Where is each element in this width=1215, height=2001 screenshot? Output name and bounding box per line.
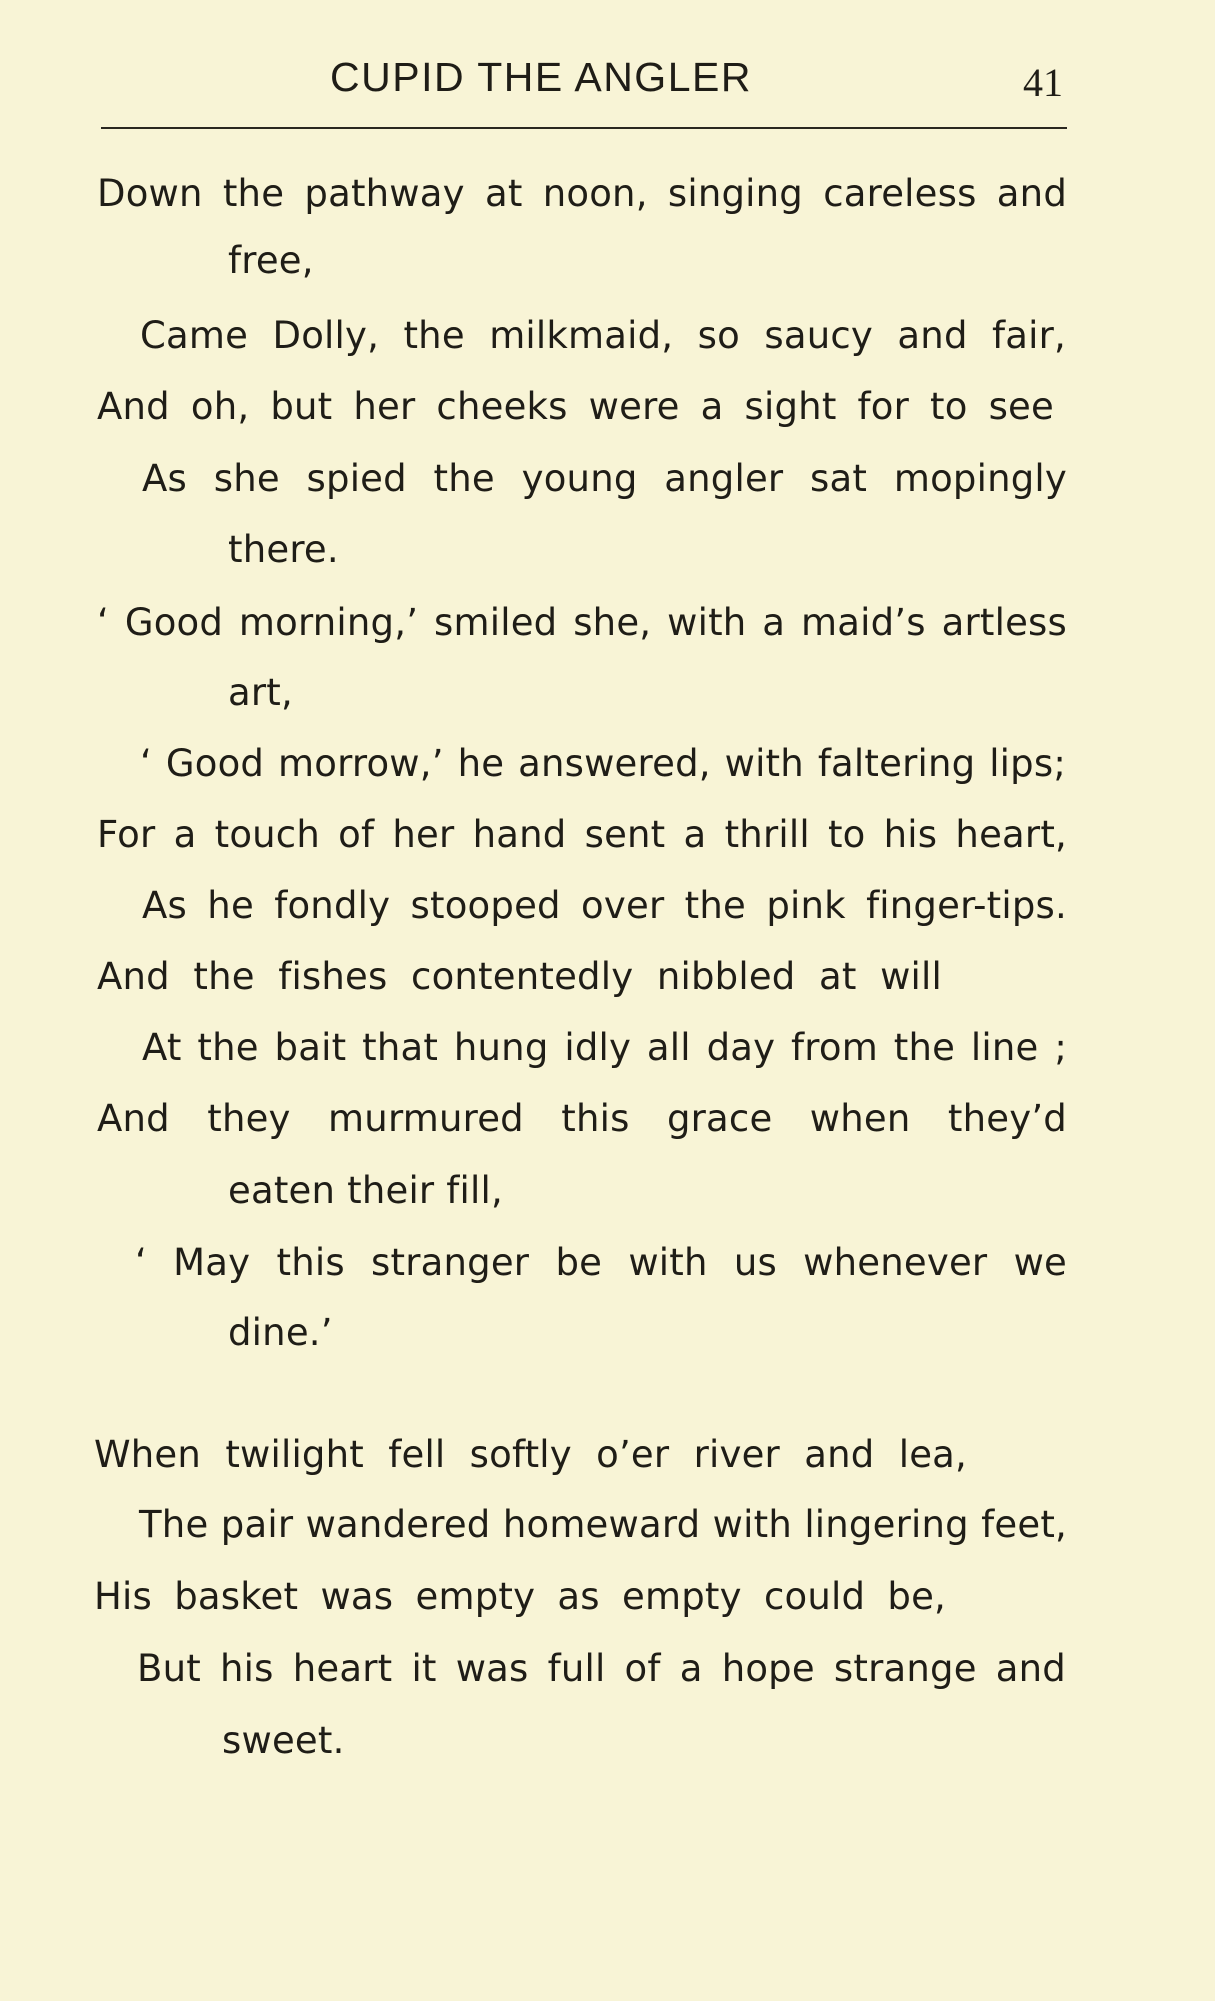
poem-line: The pair wandered homeward with lingering feet, (139, 1503, 1067, 1546)
poem-line: Down the pathway at noon, singing careless and (97, 172, 1067, 215)
poem-line: But his heart it was full of a hope strange and (137, 1647, 1066, 1690)
poem-line: His basket was empty as empty could be, (94, 1575, 946, 1618)
poem-line: For a touch of her hand sent a thrill to his heart, (97, 813, 1067, 856)
poem-line: As he fondly stooped over the pink finger-tips. (142, 884, 1067, 927)
poem-line: At the bait that hung idly all day from the line ; (142, 1026, 1067, 1069)
poem-line: As she spied the young angler sat mopingly (142, 457, 1067, 500)
poem-line: Came Dolly, the milkmaid, so saucy and fair, (140, 314, 1066, 357)
poem-line: ‘ Good morning,’ smiled she, with a maid’s artless (97, 601, 1067, 644)
poem-line: ‘ May this stranger be with us whenever we (135, 1241, 1067, 1284)
poem-line: dine.’ (228, 1311, 333, 1354)
poem-line: free, (228, 239, 314, 282)
poem-line: And the fishes contentedly nibbled at will (97, 955, 942, 998)
poem-line: And they murmured this grace when they’d (97, 1097, 1067, 1140)
poem-line: ‘ Good morrow,’ he answered, with faltering lips; (140, 742, 1066, 785)
running-title: CUPID THE ANGLER (330, 54, 752, 100)
poem-line: And oh, but her cheeks were a sight for to see (97, 385, 1054, 428)
poem-line: there. (228, 528, 339, 571)
poem-line: When twilight fell softly o’er river and lea, (94, 1433, 967, 1476)
poem-line: sweet. (222, 1719, 345, 1762)
poem-line: eaten their fill, (228, 1169, 503, 1212)
page-number: 41 (1023, 60, 1063, 105)
poem-line: art, (228, 671, 293, 714)
